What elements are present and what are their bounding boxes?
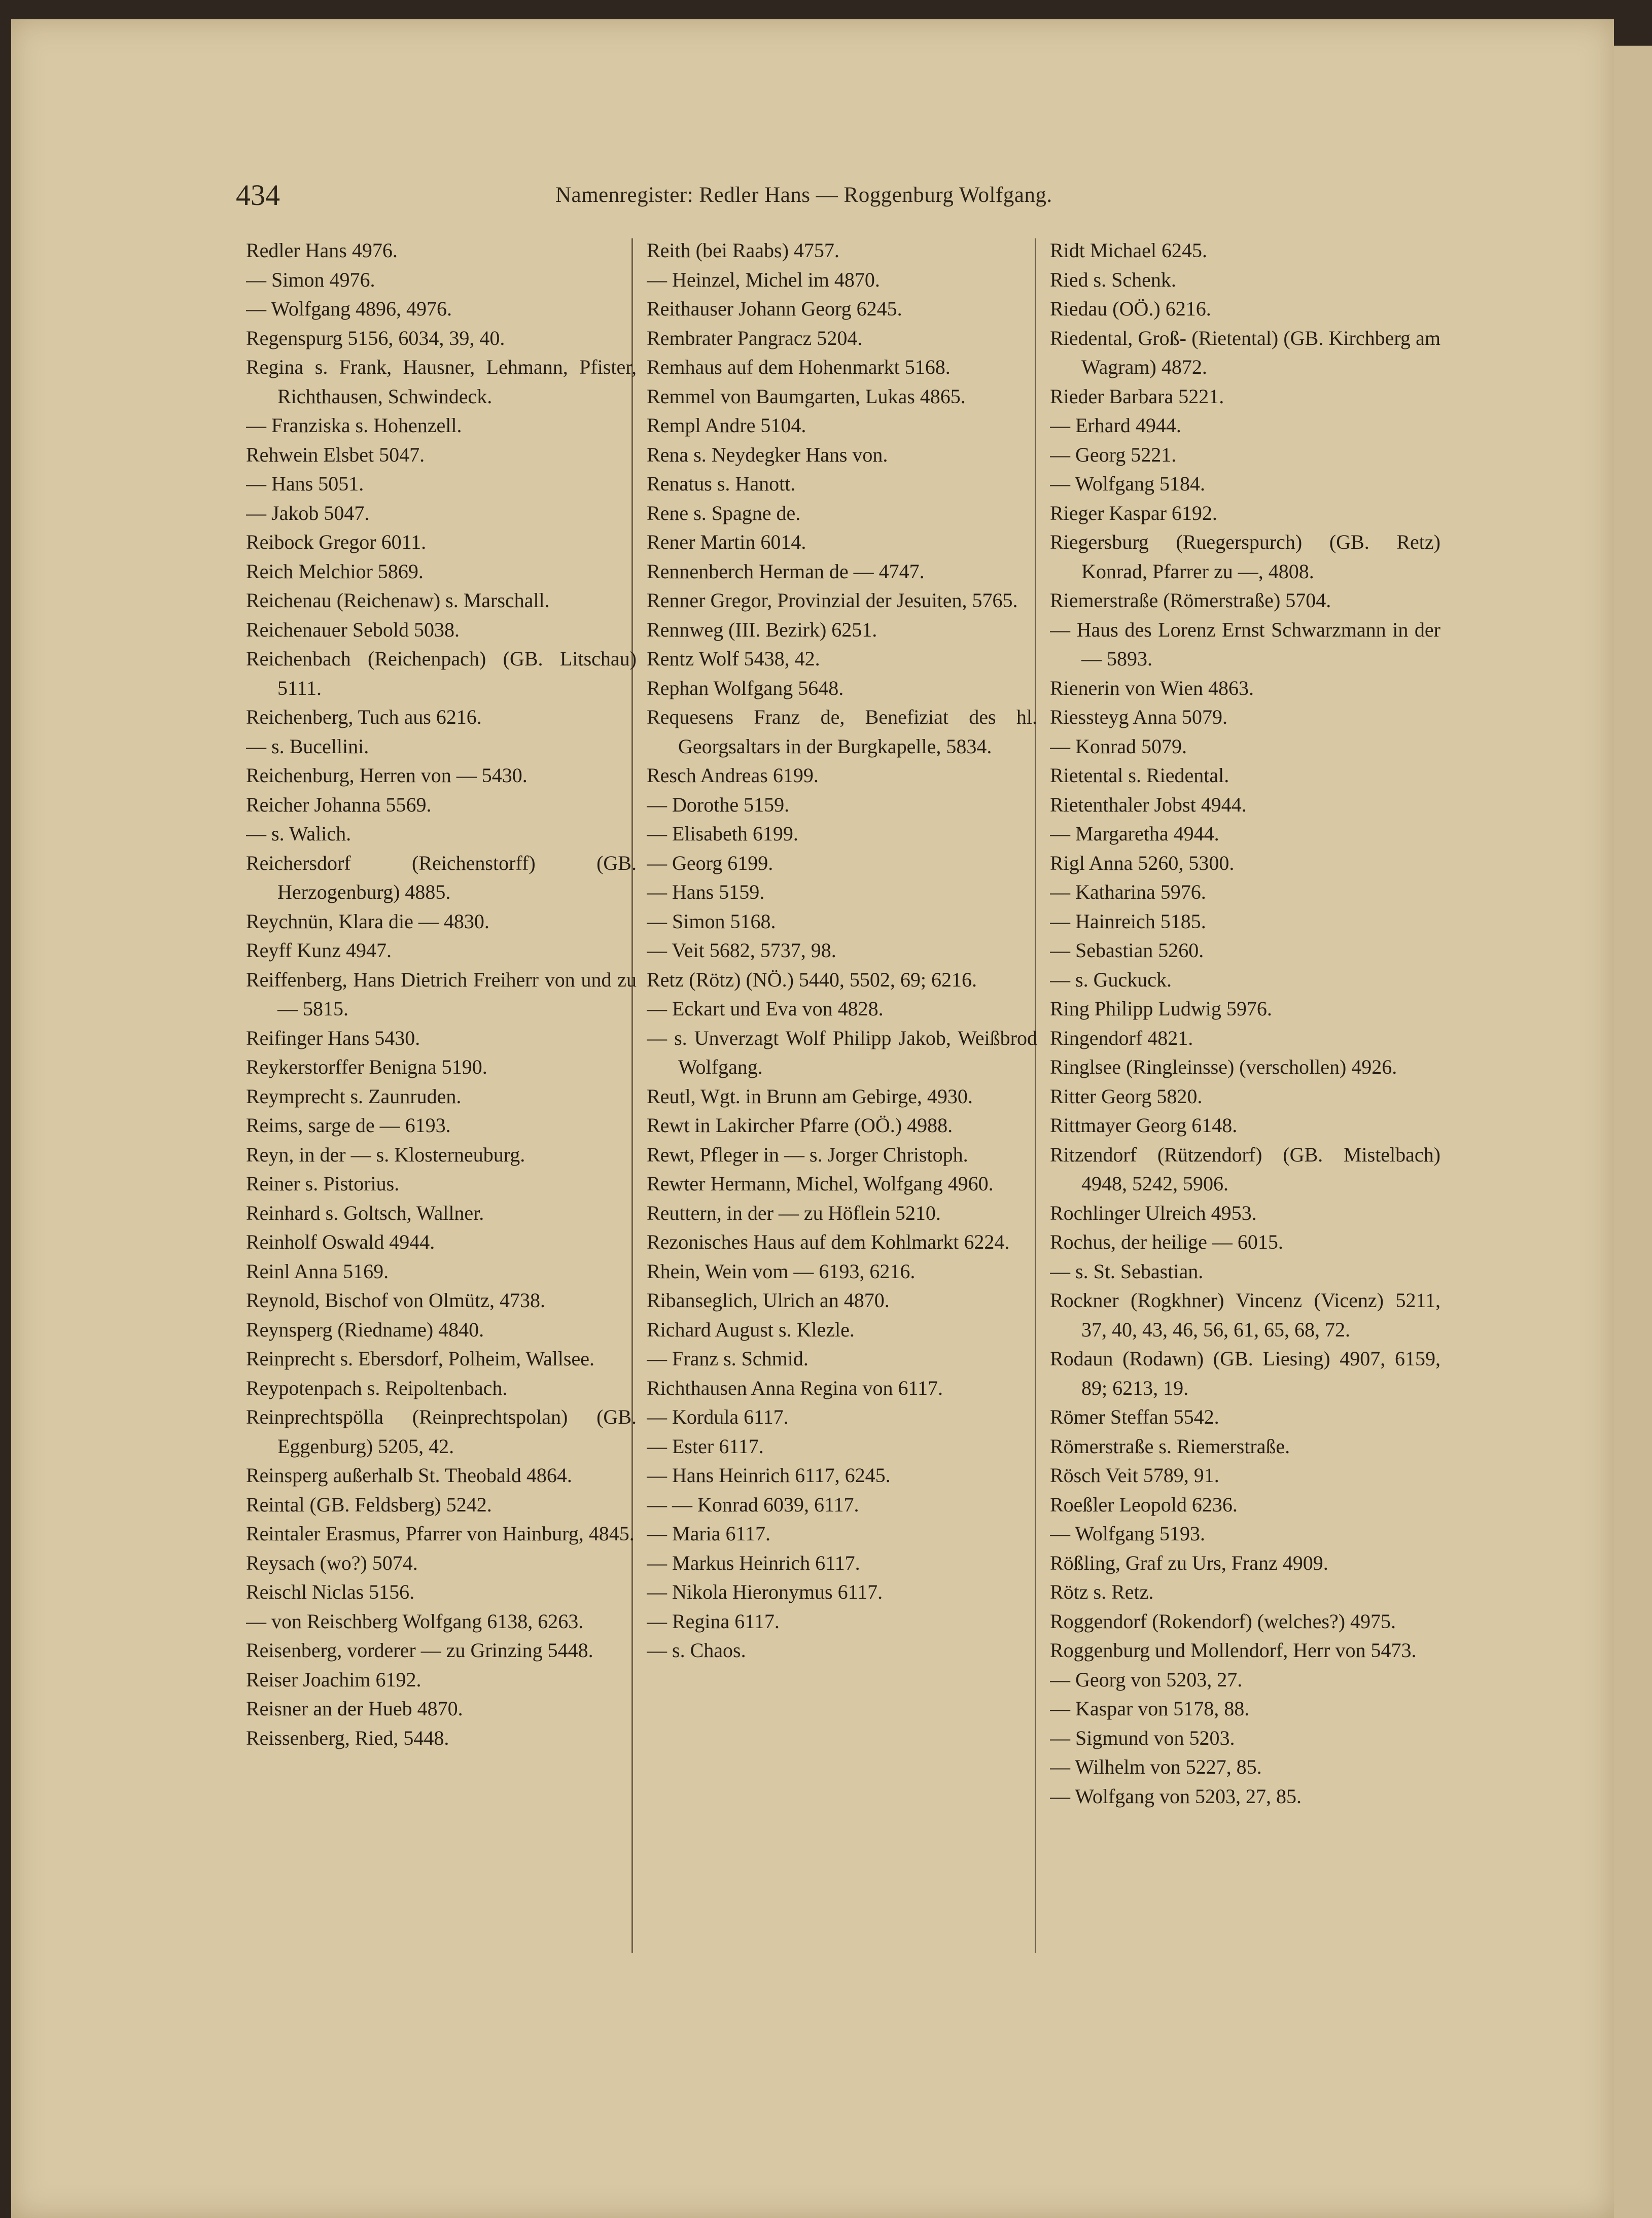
index-entry: — Hainreich 5185. [1050,909,1206,933]
index-entry: Reutl, Wgt. in Brunn am Gebirge, 4930. [647,1084,973,1108]
index-entry: Reischl Niclas 5156. [246,1580,415,1603]
index-entry: Reich Melchior 5869. [246,559,424,583]
index-entry: Reisenberg, vorderer — zu Grinzing 5448. [246,1639,593,1662]
index-entry: Requesens Franz de, Benefiziat des hl. Georgsaltars in der Burgkapelle, 5834. [647,706,1037,758]
index-entry: Ridt Michael 6245. [1050,239,1207,262]
index-entry: Rieder Barbara 5221. [1050,384,1224,408]
index-entry: Reinl Anna 5169. [246,1259,389,1283]
index-entry: — Sigmund von 5203. [1050,1726,1235,1749]
index-entry: Rena s. Neydegker Hans von. [647,443,888,466]
index-entry: Ritter Georg 5820. [1050,1084,1203,1108]
index-entry: Reynsperg (Riedname) 4840. [246,1318,484,1341]
index-entry: Reissenberg, Ried, 5448. [246,1726,449,1749]
index-entry: Rewt, Pfleger in — s. Jorger Christoph. [647,1143,968,1166]
index-entry: Resch Andreas 6199. [647,764,819,787]
index-entry: Regenspurg 5156, 6034, 39, 40. [246,326,505,349]
index-entry: — Veit 5682, 5737, 98. [647,939,836,962]
index-entry: Reichersdorf (Reichenstorff) (GB. Herzogenburg) 4885. [246,851,637,903]
index-entry: — Sebastian 5260. [1050,939,1204,962]
index-entry: Rößling, Graf zu Urs, Franz 4909. [1050,1551,1328,1574]
index-entry: Richthausen Anna Regina von 6117. [647,1376,943,1399]
index-entry: — von Reischberg Wolfgang 6138, 6263. [246,1609,584,1633]
index-entry: Rene s. Spagne de. [647,501,801,524]
index-entry: Rempl Andre 5104. [647,414,806,437]
index-entry: Reyn, in der — s. Klosterneuburg. [246,1143,525,1166]
index-entry: Rennenberch Herman de — 4747. [647,559,925,583]
index-entry: Rezonisches Haus auf dem Kohlmarkt 6224. [647,1230,1010,1253]
index-entry: — Simon 5168. [647,909,776,933]
index-entry: Rigl Anna 5260, 5300. [1050,851,1235,874]
index-entry: Ried s. Schenk. [1050,268,1176,291]
index-entry: Rewt in Lakircher Pfarre (OÖ.) 4988. [647,1114,953,1137]
index-entry: — s. St. Sebastian. [1050,1259,1204,1283]
index-entry: Reifinger Hans 5430. [246,1026,420,1049]
index-entry: Reichenburg, Herren von — 5430. [246,764,528,787]
index-entry: Rötz s. Retz. [1050,1580,1154,1603]
index-entry: — Simon 4976. [246,268,375,291]
index-entry: Riessteyg Anna 5079. [1050,706,1227,728]
index-entry: Roggendorf (Rokendorf) (welches?) 4975. [1050,1609,1396,1633]
index-entry: Reykerstorffer Benigna 5190. [246,1055,487,1078]
index-entry: Ringendorf 4821. [1050,1026,1193,1049]
index-entry: — Konrad 5079. [1050,734,1187,758]
index-entry: Reiffenberg, Hans Dietrich Freiherr von und zu — 5815. [246,968,637,1020]
index-column-3 [1050,236,1440,1970]
index-entry: Reintal (GB. Feldsberg) 5242. [246,1493,492,1516]
index-entry: Rhein, Wein vom — 6193, 6216. [647,1259,916,1283]
index-entry: Remhaus auf dem Hohenmarkt 5168. [647,356,951,378]
index-entry: — Markus Heinrich 6117. [647,1551,860,1574]
index-entry: Rietental s. Riedental. [1050,764,1229,787]
index-entry: Reicher Johanna 5569. [246,793,432,816]
index-entry: — s. Chaos. [647,1639,746,1662]
index-entry: — s. Walich. [246,822,352,845]
index-entry: Reiner s. Pistorius. [246,1172,400,1195]
index-entry: Rochlinger Ulreich 4953. [1050,1201,1257,1224]
index-entry: — Franz s. Schmid. [647,1347,809,1370]
index-entry: — — Konrad 6039, 6117. [647,1493,859,1516]
page-edge [1614,46,1652,2218]
index-entry: Reychnün, Klara die — 4830. [246,909,489,933]
index-entry: Ring Philipp Ludwig 5976. [1050,997,1272,1020]
index-entry: Remmel von Baumgarten, Lukas 4865. [647,384,966,408]
index-entry: — s. Bucellini. [246,734,369,758]
index-entry: — Georg 5221. [1050,443,1177,466]
index-entry: — Wolfgang 4896, 4976. [246,297,452,320]
index-entry: Rösch Veit 5789, 91. [1050,1464,1219,1487]
index-entry: Regina s. Frank, Hausner, Lehmann, Pfister, Richthausen, Schwindeck. [246,356,637,408]
index-entry: — Hans Heinrich 6117, 6245. [647,1464,891,1487]
index-entry: Ribanseglich, Ulrich an 4870. [647,1289,890,1312]
index-entry: — Georg 6199. [647,851,774,874]
index-entry: — Ester 6117. [647,1434,764,1458]
index-entry: Reysach (wo?) 5074. [246,1551,418,1574]
index-entry: Riemerstraße (Römerstraße) 5704. [1050,589,1331,612]
index-entry: — Margaretha 4944. [1050,822,1219,845]
page-header [0,175,1652,216]
index-entry: Rener Martin 6014. [647,531,806,553]
index-entry: Rienerin von Wien 4863. [1050,676,1254,699]
index-entry: Ritzendorf (Rützendorf) (GB. Mistelbach) 4948, 5242, 5906. [1050,1143,1440,1195]
index-entry: — Kaspar von 5178, 88. [1050,1697,1250,1720]
index-entry: Reichenberg, Tuch aus 6216. [246,706,482,728]
index-entry: Reymprecht s. Zaunruden. [246,1084,462,1108]
index-entry: — Wolfgang 5184. [1050,472,1206,495]
index-entry: — Jakob 5047. [246,501,370,524]
index-entry: — Erhard 4944. [1050,414,1181,437]
index-entry: Rehwein Elsbet 5047. [246,443,425,466]
index-entry: — Wilhelm von 5227, 85. [1050,1755,1262,1778]
index-entry: Rietenthaler Jobst 4944. [1050,793,1247,816]
index-entry: Reinhard s. Goltsch, Wallner. [246,1201,484,1224]
index-entry: Rodaun (Rodawn) (GB. Liesing) 4907, 6159, 89; 6213, 19. [1050,1347,1440,1399]
index-entry: Reynold, Bischof von Olmütz, 4738. [246,1289,545,1312]
index-entry: Reibock Gregor 6011. [246,531,427,553]
index-entry: Rentz Wolf 5438, 42. [647,647,820,670]
index-entry: Riedau (OÖ.) 6216. [1050,297,1211,320]
index-entry: — Heinzel, Michel im 4870. [647,268,880,291]
index-entry: Reintaler Erasmus, Pfarrer von Hainburg, 4845. [246,1522,635,1545]
index-entry: Rittmayer Georg 6148. [1050,1114,1238,1137]
index-entry: — Franziska s. Hohenzell. [246,414,462,437]
index-entry: — Haus des Lorenz Ernst Schwarzmann in der — 5893. [1050,618,1440,670]
index-entry: — Eckart und Eva von 4828. [647,997,884,1020]
index-entry: Reypotenpach s. Reipoltenbach. [246,1376,508,1399]
index-entry: — Nikola Hieronymus 6117. [647,1580,883,1603]
index-entry: — s. Guckuck. [1050,968,1172,991]
index-entry: Römer Steffan 5542. [1050,1405,1219,1428]
index-entry: Reichenbach (Reichenpach) (GB. Litschau) 5111. [246,647,637,699]
index-entry: Rembrater Pangracz 5204. [647,326,863,349]
index-entry: Reiser Joachim 6192. [246,1668,421,1691]
index-entry: Retz (Rötz) (NÖ.) 5440, 5502, 69; 6216. [647,968,977,991]
index-entry: Rephan Wolfgang 5648. [647,676,844,699]
index-entry: Reuttern, in der — zu Höflein 5210. [647,1201,941,1224]
index-entry: — Hans 5159. [647,881,765,903]
page-number: 434 [236,179,280,212]
index-entry: — Kordula 6117. [647,1405,789,1428]
index-column-2 [647,236,1037,1970]
index-entry: Riedental, Groß- (Rietental) (GB. Kirchberg am Wagram) 4872. [1050,326,1440,378]
index-entry: Rennweg (III. Bezirk) 6251. [647,618,877,641]
index-entry: — Maria 6117. [647,1522,771,1545]
index-entry: Reithauser Johann Georg 6245. [647,297,902,320]
index-entry: — Regina 6117. [647,1609,780,1633]
index-entry: Reisner an der Hueb 4870. [246,1697,463,1720]
index-entry: Reinholf Oswald 4944. [246,1230,435,1253]
index-entry: Reims, sarge de — 6193. [246,1114,451,1137]
running-title: Namenregister: Redler Hans — Roggenburg Wolfgang. [555,183,1052,207]
index-entry: Redler Hans 4976. [246,239,398,262]
index-entry: Reichenauer Sebold 5038. [246,618,460,641]
index-entry: Rieger Kaspar 6192. [1050,501,1217,524]
index-entry: Rockner (Rogkhner) Vincenz (Vicenz) 5211, 37, 40, 43, 46, 56, 61, 65, 68, 72. [1050,1289,1440,1341]
index-entry: Ringlsee (Ringleinsse) (verschollen) 4926. [1050,1055,1397,1078]
index-entry: Reinprechtspölla (Reinprechtspolan) (GB. Eggenburg) 5205, 42. [246,1405,637,1458]
index-entry: — Wolfgang von 5203, 27, 85. [1050,1784,1302,1808]
index-entry: Renatus s. Hanott. [647,472,796,495]
index-entry: — Katharina 5976. [1050,881,1206,903]
index-entry: — Dorothe 5159. [647,793,790,816]
index-entry: Roggenburg und Mollendorf, Herr von 5473. [1050,1639,1417,1662]
index-entry: Reyff Kunz 4947. [246,939,392,962]
index-entry: — s. Unverzagt Wolf Philipp Jakob, Weißbrod Wolfgang. [647,1026,1037,1078]
index-column-1 [246,236,637,1970]
index-entry: Riegersburg (Ruegerspurch) (GB. Retz) Konrad, Pfarrer zu —, 4808. [1050,531,1440,583]
index-entry: Roeßler Leopold 6236. [1050,1493,1238,1516]
index-entry: Richard August s. Klezle. [647,1318,855,1341]
index-entry: Reinprecht s. Ebersdorf, Polheim, Wallsee. [246,1347,594,1370]
index-entry: — Elisabeth 6199. [647,822,798,845]
index-entry: — Georg von 5203, 27. [1050,1668,1243,1691]
index-entry: Römerstraße s. Riemerstraße. [1050,1434,1290,1458]
index-entry: Rewter Hermann, Michel, Wolfgang 4960. [647,1172,994,1195]
index-entry: Reinsperg außerhalb St. Theobald 4864. [246,1464,572,1487]
index-entry: — Wolfgang 5193. [1050,1522,1206,1545]
index-entry: Reith (bei Raabs) 4757. [647,239,839,262]
index-entry: — Hans 5051. [246,472,364,495]
index-entry: Rochus, der heilige — 6015. [1050,1230,1283,1253]
index-entry: Reichenau (Reichenaw) s. Marschall. [246,589,550,612]
index-entry: Renner Gregor, Provinzial der Jesuiten, 5765. [647,589,1018,612]
